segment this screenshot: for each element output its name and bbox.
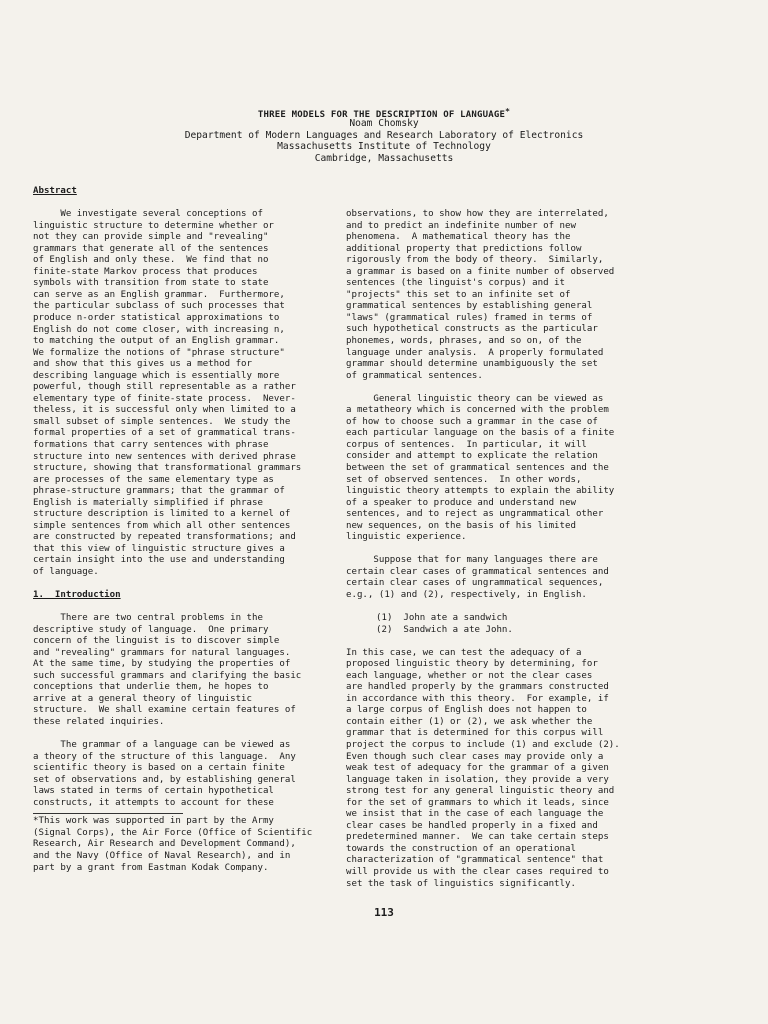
text-line: can serve as an English grammar. Furthermore, [33,289,285,300]
text-line: describing language which is essentially more [33,370,280,381]
text-line: linguistic theory attempts to explain the ability [346,486,615,497]
text-line: part by a grant from Eastman Kodak Company. [33,862,269,873]
example-item: (1) John ate a sandwich [376,613,508,623]
text-line: descriptive study of language. One primary [33,624,269,635]
text-line: new sequences, on the basis of his limited [346,520,576,531]
text-line: We formalize the notions of "phrase structure" [33,347,285,358]
text-line: arrive at a general theory of linguistic [33,693,252,704]
text-line: At the same time, by studying the properties of [33,659,291,670]
text-line: sentences, and to reject as ungrammatical other [346,509,604,520]
text-line: powerful, though still representable as a rather [33,382,296,393]
text-line: that this view of linguistic structure gives a [33,543,285,554]
text-line: elementary type of finite-state process. Never- [33,393,296,404]
text-line: a grammar is based on a finite number of observed [346,266,615,277]
affiliation-line-1: Department of Modern Languages and Research Laboratory of Electronics [184,129,584,141]
text-line: (Signal Corps), the Air Force (Office of Scientific [33,827,313,838]
text-line: e.g., (1) and (2), respectively, in English. [346,589,587,600]
text-line: General linguistic theory can be viewed as [346,393,604,404]
text-line: certain clear cases of grammatical sentences and [346,566,609,577]
text-line: of grammatical sentences. [346,370,483,381]
text-line: English do not come closer, with increasing n, [33,324,285,335]
text-line: we insist that in the case of each language the [346,809,604,820]
paper-title [0,106,768,118]
text-line: English is materially simplified if phrase [33,497,263,508]
text-line: and to predict an indefinite number of new [346,220,576,231]
text-line: formal properties of a set of grammatical trans- [33,428,296,439]
text-line: each language, whether or not the clear cases [346,670,593,681]
text-line: constructs, it attempts to account for these [33,797,274,808]
text-line: produce n-order statistical approximations to [33,312,280,323]
text-line: a large corpus of English does not happen to [346,705,587,716]
text-line: will provide us with the clear cases required to [346,866,609,877]
author-name: Noam Chomsky [349,118,419,129]
text-line: laws stated in terms of certain hypothetical [33,786,274,797]
text-line: in accordance with this theory. For example, if [346,693,609,704]
text-line: set of observations and, by establishing general [33,774,296,785]
title-footnote-mark: * [505,107,511,116]
text-line: weak test of adequacy for the grammar of a given [346,763,609,774]
text-line: scientific theory is based on a certain finite [33,763,285,774]
introduction-heading: 1. Introduction [33,590,121,601]
text-line: such hypothetical constructs as the particular [346,324,598,335]
text-line: Research, Air Research and Development Command), [33,839,296,850]
example-item: (2) Sandwich a ate John. [376,624,513,635]
text-line: strong test for any general linguistic theory and [346,786,615,797]
text-line: In this case, we can test the adequacy of a [346,647,582,658]
text-line: phonemes, words, phrases, and so on, of the [346,336,582,347]
right-paragraph-3 [346,555,636,601]
text-line: set of observed sentences. In other words, [346,474,582,485]
text-line: additional property that predictions follow [346,243,582,254]
text-line: proposed linguistic theory by determining, for [346,659,598,670]
text-line: linguistic experience. [346,532,467,543]
text-line: of a speaker to produce and understand new [346,497,576,508]
text-line: between the set of grammatical sentences and the [346,462,609,473]
text-line: project the corpus to include (1) and exclude (2). [346,739,620,750]
text-line: phenomena. A mathematical theory has the [346,232,571,243]
text-line: sentences (the linguist's corpus) and it [346,278,565,289]
text-line: linguistic structure to determine whether or [33,220,274,231]
text-line: "laws" (grammatical rules) framed in terms of [346,312,593,323]
text-line: language taken in isolation, they provide a very [346,774,609,785]
abstract-heading: Abstract [33,186,77,196]
introduction-paragraph-1 [33,613,329,728]
text-line: simple sentences from which all other sentences [33,520,291,531]
text-line: The grammar of a language can be viewed as [33,740,291,751]
text-line: set the task of linguistics significantly. [346,878,576,889]
text-line: and show that this gives us a method for [33,359,252,370]
text-line: clear cases be handled properly in a fixed and [346,820,598,831]
text-line: Even though such clear cases may provide only a [346,751,604,762]
footnote-rule [33,813,183,814]
text-line: grammatical sentences by establishing general [346,301,593,312]
text-line: certain insight into the use and understanding [33,555,285,566]
text-line: structure. We shall examine certain features of [33,705,296,716]
footnote [33,816,329,874]
text-line: theless, it is successful only when limited to a [33,405,296,416]
text-line: We investigate several conceptions of [33,209,263,220]
abstract-body [33,209,329,579]
text-line: *This work was supported in part by the Army [33,816,274,827]
text-line: these related inquiries. [33,717,165,728]
text-line: each particular language on the basis of a finite [346,428,615,439]
right-paragraph-4 [346,648,636,890]
text-line: small subset of simple sentences. We study the [33,416,291,427]
text-line: of language. [33,567,99,577]
text-line: formations that carry sentences with phrase [33,439,269,450]
text-line: rigorously from the body of theory. Similarly, [346,255,604,266]
text-line: concern of the linguist is to discover simple [33,636,280,647]
right-paragraph-2 [346,394,636,544]
text-line: the particular subclass of such processes that [33,301,285,312]
affiliation-line-2: Massachusetts Institute of Technology [277,141,491,152]
text-line: not they can provide simple and "revealing" [33,232,269,243]
text-line: such successful grammars and clarifying the basic [33,670,302,681]
example-sentences [346,613,636,636]
text-line: corpus of sentences. In particular, it will [346,439,587,450]
text-line: consider and attempt to explicate the relation [346,451,598,462]
text-line: of how to choose such a grammar in the case of [346,416,598,427]
page-number: 113 [374,906,394,919]
text-line: observations, to show how they are interrelated, [346,209,609,219]
text-line: grammars that generate all of the sentences [33,243,269,254]
text-line: certain clear cases of ungrammatical sequences, [346,578,604,589]
text-line: and the Navy (Office of Naval Research), and in [33,850,291,861]
text-line: and "revealing" grammars for natural languages. [33,647,291,658]
text-line: grammar that is determined for this corpus will [346,728,604,739]
text-line: for the set of grammars to which it leads, since [346,797,609,808]
text-line: Suppose that for many languages there are [346,555,598,566]
text-line: finite-state Markov process that produces [33,266,258,277]
text-line: "projects" this set to an infinite set of [346,289,571,300]
text-line: predetermined manner. We can take certain steps [346,832,609,843]
left-column [33,186,329,874]
text-line: are processes of the same elementary type as [33,474,274,485]
text-line: characterization of "grammatical sentence" that [346,855,604,866]
text-line: a theory of the structure of this language. Any [33,751,296,762]
text-line: contain either (1) or (2), we ask whether the [346,716,593,727]
text-line: a metatheory which is concerned with the problem [346,405,609,416]
right-column [346,209,636,890]
text-line: to matching the output of an English grammar. [33,336,280,347]
text-line: language under analysis. A properly formulated [346,347,604,358]
text-line: conceptions that underlie them, he hopes to [33,682,269,693]
text-line: structure description is limited to a kernel of [33,509,291,520]
text-line: are handled properly by the grammars constructed [346,682,609,693]
text-line: There are two central problems in the [33,613,263,624]
text-line: towards the construction of an operational [346,843,576,854]
introduction-paragraph-2 [33,740,329,809]
paper-header [0,106,768,164]
author-location: Cambridge, Massachusetts [314,152,454,164]
text-line: structure, showing that transformational grammars [33,463,302,474]
paper-title-text: THREE MODELS FOR THE DESCRIPTION OF LANGUAGE [257,110,506,120]
text-line: grammar should determine unambiguously the set [346,359,598,370]
text-line: structure into new sentences with derived phrase [33,451,296,462]
text-line: phrase-structure grammars; that the grammar of [33,486,285,497]
right-paragraph-1 [346,209,636,382]
text-line: symbols with transition from state to state [33,278,269,289]
text-line: are constructed by repeated transformations; and [33,532,296,543]
text-line: of English and only these. We find that no [33,255,269,266]
